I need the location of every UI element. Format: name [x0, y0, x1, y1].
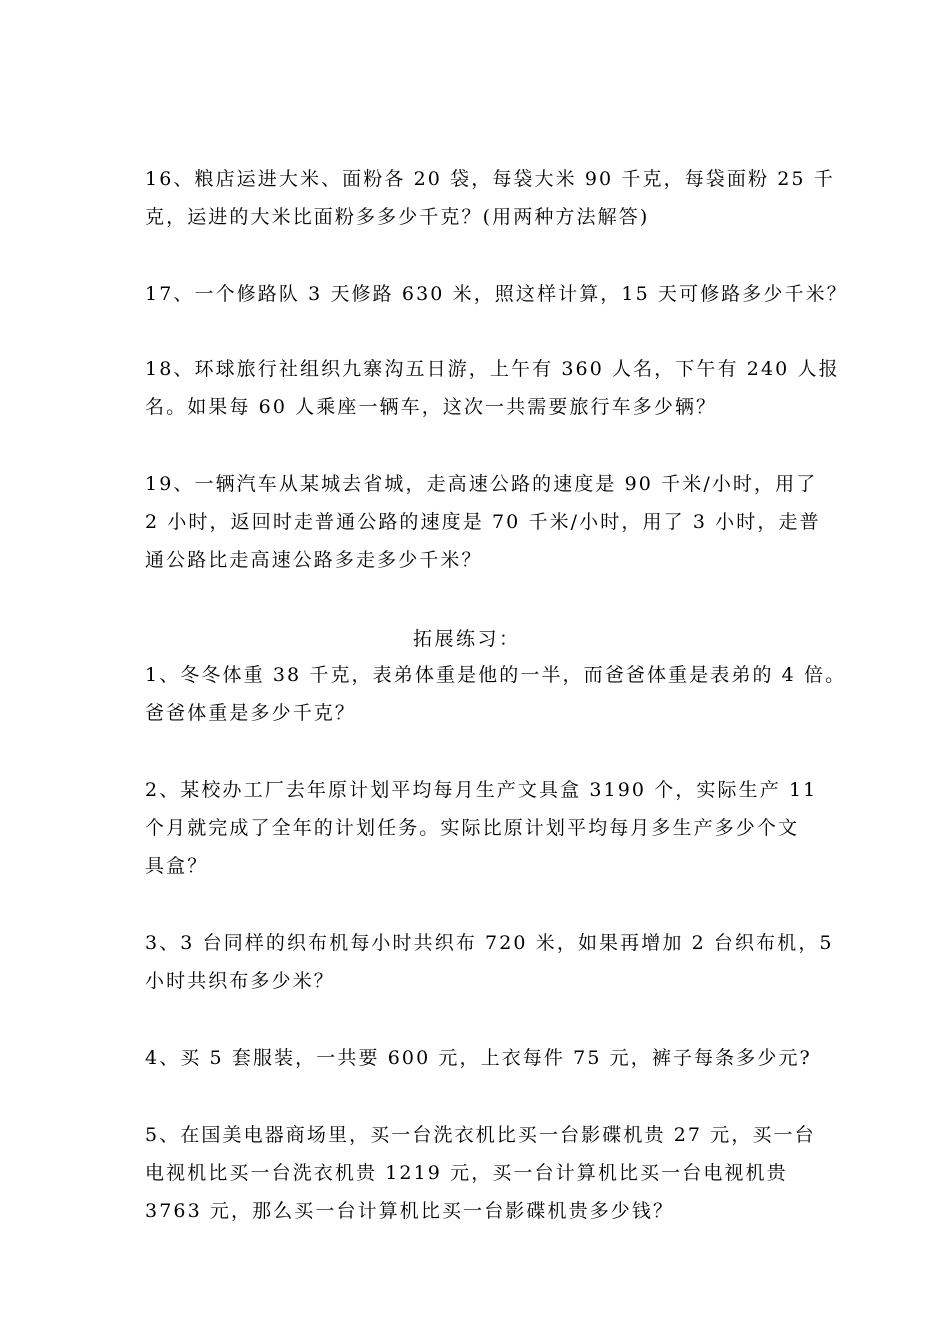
problem-line: 具盒？	[145, 855, 209, 877]
problem-line: 个月就完成了全年的计划任务。实际比原计划平均每月多生产多少个文	[145, 817, 800, 839]
section-title: 拓展练习：	[413, 628, 521, 650]
problem-line: 爸爸体重是多少千克？	[145, 702, 357, 724]
problem-line: 5、在国美电器商场里，买一台洗衣机比买一台影碟机贵 27 元，买一台	[145, 1124, 816, 1146]
problem-line: 克，运进的大米比面粉多多少千克？(用两种方法解答)	[145, 206, 650, 228]
problem-line: 1、冬冬体重 38 千克，表弟体重是他的一半，而爸爸体重是表弟的 4 倍。	[145, 664, 847, 686]
problem-line: 17、一个修路队 3 天修路 630 米，照这样计算，15 天可修路多少千米？	[145, 283, 848, 305]
problem-line: 2 小时，返回时走普通公路的速度是 70 千米/小时，用了 3 小时，走普	[145, 511, 821, 533]
problem-line: 16、粮店运进大米、面粉各 20 袋，每袋大米 90 千克，每袋面粉 25 千	[145, 168, 835, 190]
problem-line: 名。如果每 60 人乘座一辆车，这次一共需要旅行车多少辆？	[145, 396, 718, 418]
problem-line: 通公路比走高速公路多走多少千米？	[145, 549, 483, 571]
problem-line: 3763 元，那么买一台计算机比买一台影碟机贵多少钱？	[145, 1200, 675, 1222]
problem-line: 电视机比买一台洗衣机贵 1219 元，买一台计算机比买一台电视机贵	[145, 1162, 788, 1184]
problem-line: 19、一辆汽车从某城去省城，走高速公路的速度是 90 千米/小时，用了	[145, 473, 818, 495]
problem-line: 2、某校办工厂去年原计划平均每月生产文具盒 3190 个，实际生产 11	[145, 779, 818, 801]
problem-line: 4、买 5 套服装，一共要 600 元，上衣每件 75 元，裤子每条多少元?	[145, 1047, 812, 1069]
problem-line: 3、3 台同样的织布机每小时共织布 720 米，如果再增加 2 台织布机，5	[145, 932, 834, 954]
problem-line: 18、环球旅行社组织九寨沟五日游，上午有 360 人名，下午有 240 人报	[145, 358, 840, 380]
problem-line: 小时共织布多少米？	[145, 970, 335, 992]
